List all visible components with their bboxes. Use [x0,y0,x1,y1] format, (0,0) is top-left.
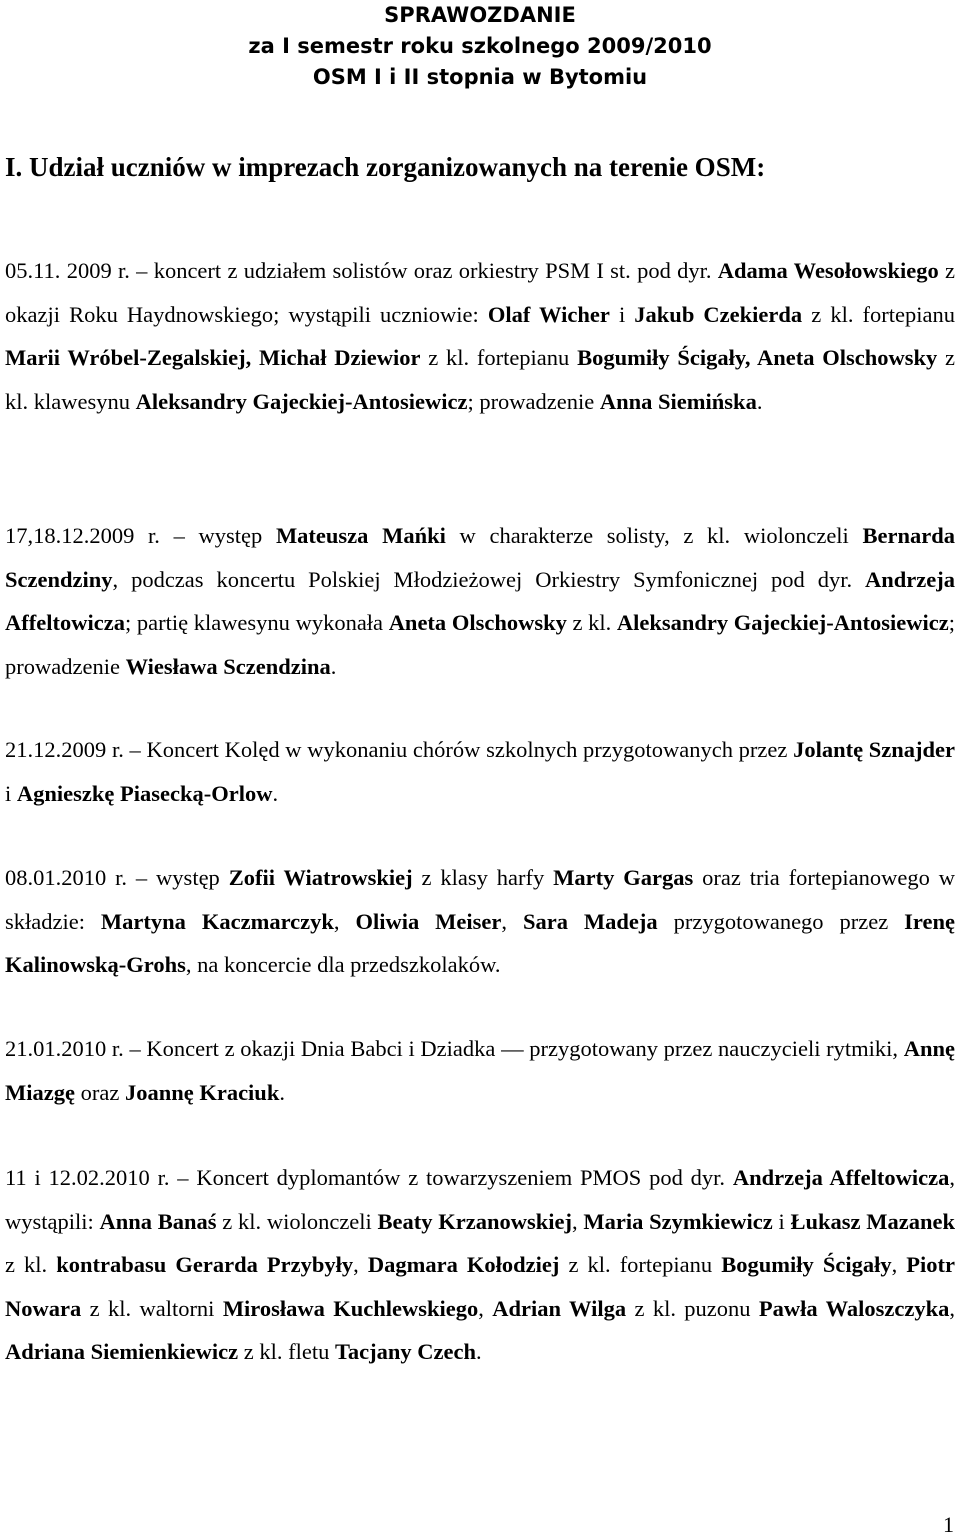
bold-text: Jakub Czekierda [634,301,803,327]
text-run: 21.01.2010 r. – Koncert z okazji Dnia Babci i Dziadka — przygotowany przez nauczycieli rytmiki, [5,1036,904,1061]
bold-text: Agnieszkę Piasecką-Orlow [16,780,273,806]
text-run: oraz [74,1079,125,1105]
report-title: SPRAWOZDANIE [384,3,576,27]
report-subtitle: za I semestr roku szkolnego 2009/2010 [248,34,712,58]
bold-text: Olaf Wicher [487,301,610,327]
bold-text: Aleksandry Gajeckiej-Antosiewicz [616,610,949,636]
text-run: , [333,908,356,934]
bold-text: Marii Wróbel-Zegalskiej, Michał Dziewior [5,345,421,371]
bold-text: Irenę Kalinowską-Grohs [5,908,955,978]
text-run: z okazji Roku Haydnowskiego; wystąpili uczniowie: [5,258,955,327]
bold-text: Joannę Kraciuk [124,1079,280,1105]
text-run: z kl. fortepianu [420,345,578,371]
bold-text: Adriana Siemienkiewicz [5,1339,239,1365]
text-run: i [772,1208,791,1234]
text-run: z klasy harfy [412,865,554,890]
bold-text: Aleksandry Gajeckiej-Antosiewicz [135,388,468,414]
text-run: z kl. [5,1252,57,1278]
bold-text: Zofii Wiatrowskiej [228,865,413,890]
paragraph [5,514,955,688]
bold-text: Piotr Nowara [5,1252,956,1321]
bold-text: Martyna Kaczmarczyk [100,908,334,934]
text-run: w charakterze solisty, z kl. wiolonczeli [445,523,863,548]
text-run: z kl. fortepianu [802,301,955,327]
section-heading: I. Udział uczniów w imprezach zorganizowanych na terenie OSM: [5,152,766,182]
bold-text: Bogumiły Ścigały, Aneta Olschowsky [577,345,938,371]
bold-text: Mateusza Mańki [275,523,446,548]
text-run: 11 i 12.02.2010 r. – Koncert dyplomantów z towarzyszeniem PMOS pod dyr. [5,1165,733,1190]
bold-text: kontrabasu Gerarda Przybyły [56,1252,354,1278]
bold-text: Andrzeja Affeltowicza [732,1165,950,1190]
text-run: ; prowadzenie [467,388,600,414]
text-run: , [572,1208,584,1234]
text-run: z kl. wiolonczeli [216,1208,378,1234]
bold-text: Adrian Wilga [492,1295,627,1321]
bold-text: Marty Gargas [553,865,694,890]
text-run: ; prowadzenie [5,610,955,679]
paragraph [5,1156,955,1374]
bold-text: Anna Siemińska [599,388,757,414]
text-run: z kl. [566,610,617,636]
text-run: 08.01.2010 r. – występ [5,865,229,890]
report-school: OSM I i II stopnia w Bytomiu [312,65,648,89]
paragraph [5,249,955,423]
text-run: , [891,1252,907,1278]
bold-text: Jolantę Sznajder [793,737,955,762]
text-run: oraz tria fortepianowego w składzie: [5,865,956,934]
paragraph [5,728,955,815]
text-run: z kl. fletu [238,1339,335,1365]
text-run: . [279,1079,285,1105]
bold-text: Bogumiły Ścigały [721,1252,892,1278]
text-run: 21.12.2009 r. – Koncert Kolęd w wykonaniu chórów szkolnych przygotowanych przez [5,737,794,762]
text-run: z kl. klawesynu [5,345,955,414]
text-run: , [478,1295,493,1321]
text-run: ; partię klawesynu wykonała [124,610,389,636]
text-run: . [756,388,763,414]
page-number: 1 [943,1512,954,1537]
text-run: , [949,1295,955,1321]
bold-text: Tacjany Czech [334,1339,477,1365]
text-run: , [501,908,523,934]
bold-text: Oliwia Meiser [355,908,502,934]
bold-text: Pawła Waloszczyka [758,1295,950,1321]
bold-text: Łukasz Mazanek [790,1208,955,1234]
text-run: . [272,780,279,806]
bold-text: Beaty Krzanowskiej [377,1208,572,1234]
text-run: , podczas koncertu Polskiej Młodzieżowej Orkiestry Symfonicznej pod dyr. [112,566,866,592]
text-run: 17,18.12.2009 r. – występ [5,523,276,548]
bold-text: Wiesława Sczendzina [125,653,331,679]
bold-text: Anna Banaś [99,1208,217,1234]
bold-text: Maria Szymkiewicz [583,1208,773,1234]
bold-text: Dagmara Kołodziej [367,1252,560,1278]
text-run: z kl. fortepianu [559,1252,722,1278]
text-run: , wystąpili: [5,1165,955,1234]
text-run: i [5,780,17,806]
bold-text: Mirosława Kuchlewskiego [222,1295,479,1321]
report-header [0,0,960,93]
text-run: . [330,653,337,679]
paragraph [5,856,955,987]
text-run: z kl. waltorni [81,1295,223,1321]
text-run: , [353,1252,368,1278]
text-run: , na koncercie dla przedszkolaków. [185,952,501,978]
text-run: i [609,301,635,327]
bold-text: Andrzeja Affeltowicza [5,566,955,636]
text-run: . [476,1339,482,1365]
bold-text: Bernarda Sczendziny [5,523,955,592]
paragraph [5,1027,955,1114]
bold-text: Adama Wesołowskiego [717,258,939,283]
text-run: 05.11. 2009 r. – koncert z udziałem solistów oraz orkiestry PSM I st. pod dyr. [5,258,718,283]
bold-text: Annę Miazgę [5,1036,955,1105]
text-run: z kl. puzonu [626,1295,759,1321]
bold-text: Sara Madeja [522,908,658,934]
text-run: przygotowanego przez [657,908,905,934]
bold-text: Aneta Olschowsky [388,610,567,636]
